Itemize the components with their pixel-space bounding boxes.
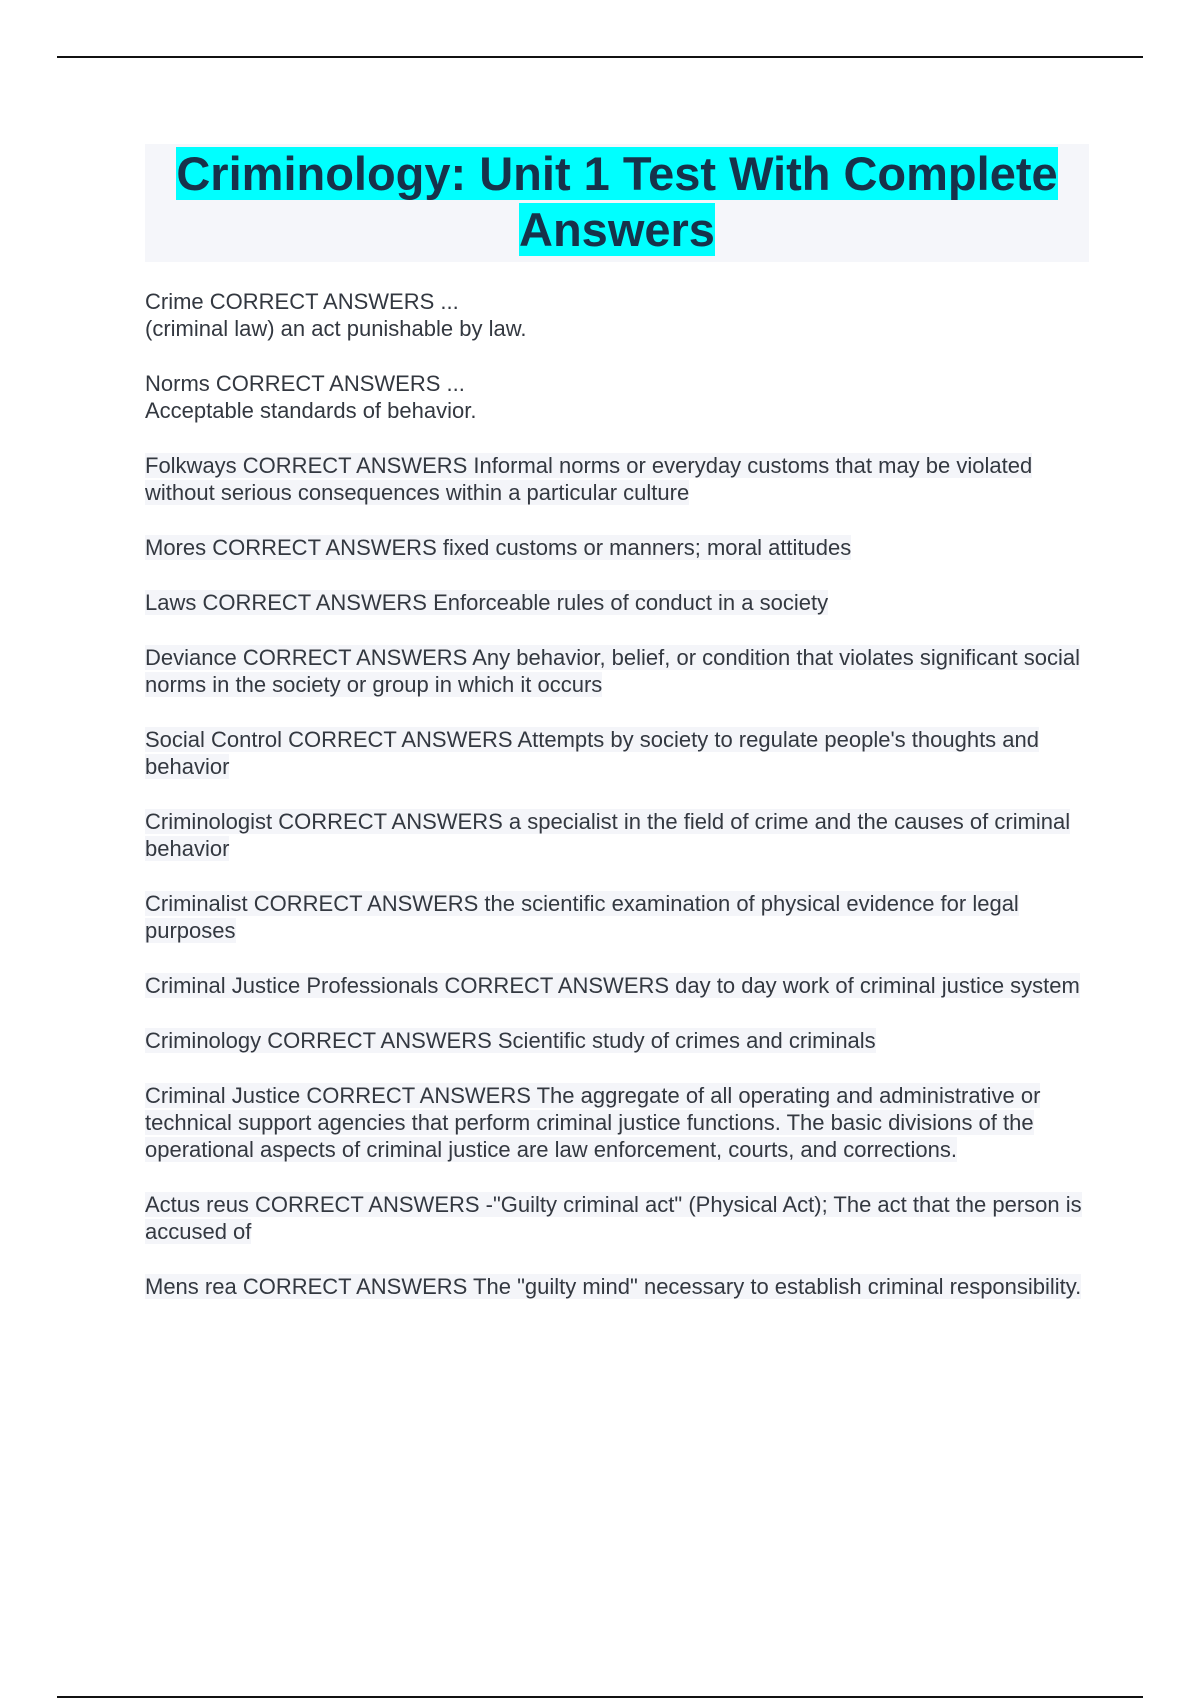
qa-list — [145, 288, 1089, 1300]
qa-entry — [145, 452, 1089, 506]
footer-rule — [57, 1696, 1143, 1698]
entry-text: Mens rea CORRECT ANSWERS The "guilty mind" necessary to establish criminal responsibility. — [145, 1274, 1082, 1299]
entry-text: Criminalist CORRECT ANSWERS the scientific examination of physical evidence for legal purposes — [145, 891, 1019, 943]
qa-entry — [145, 589, 1089, 616]
header-rule — [57, 56, 1143, 58]
qa-entry — [145, 1191, 1089, 1245]
qa-entry — [145, 534, 1089, 561]
entry-line: Crime CORRECT ANSWERS ... — [145, 289, 459, 314]
entry-text: Criminal Justice Professionals CORRECT ANSWERS day to day work of criminal justice system — [145, 973, 1080, 998]
entry-text: Folkways CORRECT ANSWERS Informal norms or everyday customs that may be violated without serious consequences within a particular culture — [145, 453, 1033, 505]
document-title: Criminology: Unit 1 Test With Complete Answers — [176, 147, 1058, 256]
title-block — [145, 144, 1089, 262]
entry-text: Deviance CORRECT ANSWERS Any behavior, belief, or condition that violates significant social norms in the society or group in which it occurs — [145, 645, 1081, 697]
entry-line: Acceptable standards of behavior. — [145, 398, 477, 423]
entry-text: Criminology CORRECT ANSWERS Scientific study of crimes and criminals — [145, 1028, 876, 1053]
entry-text: Mores CORRECT ANSWERS fixed customs or manners; moral attitudes — [145, 535, 852, 560]
entry-line: Norms CORRECT ANSWERS ... — [145, 371, 465, 396]
document-body — [145, 144, 1089, 1328]
qa-entry — [145, 1273, 1089, 1300]
entry-text: Criminal Justice CORRECT ANSWERS The aggregate of all operating and administrative or technical support agencies that perform criminal justice functions. The basic divisions of the operational aspects of criminal justice are law enforcement, courts, and corrections. — [145, 1083, 1041, 1162]
entry-text: Criminologist CORRECT ANSWERS a specialist in the field of crime and the causes of criminal behavior — [145, 809, 1071, 861]
entry-text: Actus reus CORRECT ANSWERS -"Guilty criminal act" (Physical Act); The act that the person is accused of — [145, 1192, 1082, 1244]
qa-entry — [145, 808, 1089, 862]
qa-entry — [145, 288, 1089, 342]
qa-entry — [145, 972, 1089, 999]
qa-entry — [145, 1082, 1089, 1163]
entry-text: Laws CORRECT ANSWERS Enforceable rules of conduct in a society — [145, 590, 829, 615]
qa-entry — [145, 726, 1089, 780]
qa-entry — [145, 890, 1089, 944]
qa-entry — [145, 644, 1089, 698]
qa-entry — [145, 1027, 1089, 1054]
qa-entry — [145, 370, 1089, 424]
entry-text: Social Control CORRECT ANSWERS Attempts by society to regulate people's thoughts and behavior — [145, 727, 1039, 779]
entry-line: (criminal law) an act punishable by law. — [145, 316, 527, 341]
